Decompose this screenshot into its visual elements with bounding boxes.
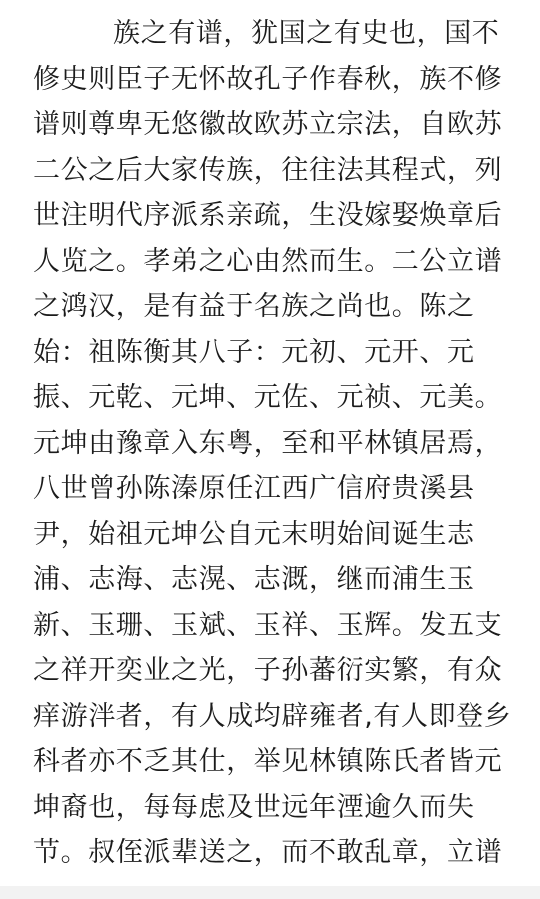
text-line-15: 之祥开奕业之光，子孙蕃衍实繁，有众	[33, 655, 503, 686]
genealogy-preface-text	[33, 11, 513, 876]
text-line-8: 始：祖陈衡其八子：元初、元开、元	[33, 336, 475, 368]
text-line-1: 族之有谱，犹国之有史也，国不	[113, 18, 500, 49]
text-line-10: 元坤由豫章入东粤，至和平林镇居焉，	[33, 427, 503, 459]
text-line-7: 之鸿汉，是有益于名族之尚也。陈之	[33, 291, 475, 322]
text-line-13: 浦、志海、志滉、志溉，继而浦生玉	[33, 564, 475, 595]
text-line-14: 新、玉珊、玉斌、玉祥、玉辉。发五支	[33, 609, 503, 641]
text-line-2: 修史则臣子无怀故孔子作春秋，族不修	[33, 63, 503, 95]
text-line-18: 坤裔也，每每虑及世远年湮逾久而失	[33, 791, 475, 823]
text-line-19: 节。叔侄派辈送之，而不敢乱章，立谱	[33, 837, 503, 868]
text-line-5: 世注明代序派系亲疏，生没嫁娶焕章后	[33, 200, 503, 231]
text-line-11: 八世曾孙陈溱原任江西广信府贵溪县	[33, 473, 475, 504]
text-line-4: 二公之后大家传族，往往法其程式，列	[33, 154, 503, 186]
text-line-16: 痒游泮者，有人成均辟雍者,有人即登乡	[33, 700, 512, 732]
text-line-3: 谱则尊卑无悠徽故欧苏立宗法，自欧苏	[33, 109, 503, 140]
text-line-6: 人览之。孝弟之心由然而生。二公立谱	[33, 245, 503, 277]
text-line-12: 尹，始祖元坤公自元末明始间诞生志	[33, 518, 475, 550]
text-line-17: 科者亦不乏其仕，举见林镇陈氏者皆元	[33, 746, 503, 777]
bottom-edge-bar	[0, 886, 540, 899]
text-line-9: 振、元乾、元坤、元佐、元祯、元美。	[33, 382, 503, 413]
